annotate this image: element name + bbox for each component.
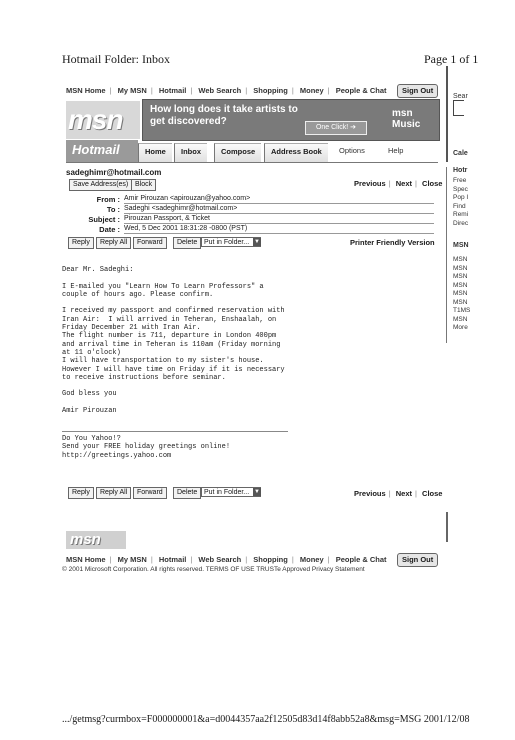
column-divider (446, 512, 448, 542)
ad-brand (392, 108, 420, 130)
msn-link[interactable]: MSN (453, 298, 468, 306)
nav-money[interactable]: Money (299, 555, 324, 564)
body-line (62, 399, 362, 407)
reply-button[interactable]: Reply (68, 237, 94, 249)
msn-link[interactable]: MSN (453, 273, 468, 280)
print-page-number: Page 1 of 1 (424, 52, 479, 66)
msn-link[interactable]: MSN (453, 256, 468, 263)
subject-value: Pirouzan Passport, & Ticket (124, 215, 210, 222)
nav-people-chat[interactable]: People & Chat (335, 86, 387, 95)
message-nav: Previous | Next | Close (354, 179, 443, 188)
hotmail-link[interactable]: Pop I (453, 194, 469, 201)
printer-friendly-link[interactable]: Printer Friendly Version (350, 238, 435, 247)
subject-label: Subject : (88, 215, 120, 224)
header-rule (124, 213, 434, 214)
search-input[interactable] (453, 100, 464, 116)
forward-button[interactable]: Forward (133, 487, 167, 499)
nav-my-msn[interactable]: My MSN (117, 555, 147, 564)
body-line: I E-mailed you "Learn How To Learn Professors" a (62, 282, 264, 291)
tab-inbox[interactable]: Inbox (174, 143, 207, 162)
body-line (62, 382, 362, 390)
print-header-title: Hotmail Folder: Inbox (62, 52, 170, 66)
body-line (62, 274, 362, 282)
ad-brand-sub: Music (392, 119, 421, 130)
close-link[interactable]: Close (422, 489, 443, 498)
terms-link[interactable]: TERMS OF USE (205, 566, 255, 573)
forward-button[interactable]: Forward (133, 237, 167, 249)
link-help[interactable]: Help (388, 146, 404, 155)
hotmail-link[interactable]: Free (453, 177, 467, 184)
nav-web-search[interactable]: Web Search (198, 555, 242, 564)
delete-button[interactable]: Delete (173, 487, 201, 499)
body-line: Amir Pirouzan (62, 407, 117, 416)
body-line: and arrival time in Teheran is 110am (Friday morning (62, 340, 281, 349)
signature-line: Send your FREE holiday greetings online! (62, 443, 231, 452)
to-label: To : (106, 205, 120, 214)
message-body (62, 266, 362, 415)
hotmail-logo[interactable]: Hotmail (66, 140, 138, 162)
nav-shopping[interactable]: Shopping (253, 555, 288, 564)
hotmail-link[interactable]: Remi (453, 211, 469, 218)
nav-hotmail[interactable]: Hotmail (158, 86, 187, 95)
msn-section-label: MSN (453, 242, 469, 249)
header-rule (124, 223, 434, 224)
ad-brand-logo: msn (392, 108, 413, 119)
nav-shopping[interactable]: Shopping (253, 86, 288, 95)
nav-msn-home[interactable]: MSN Home (66, 555, 106, 564)
body-line: Friday December 21 with Iran Air. (62, 324, 201, 333)
copyright-line (62, 566, 365, 573)
msn-link[interactable]: MSN (453, 264, 468, 272)
nav-web-search[interactable]: Web Search (198, 86, 242, 95)
header-rule (124, 203, 434, 204)
calendar-label[interactable]: Cale (453, 150, 468, 157)
from-value[interactable]: Amir Pirouzan <apirouzan@yahoo.com> (124, 195, 251, 202)
sign-out-button[interactable]: Sign Out (397, 553, 438, 567)
reply-all-button[interactable]: Reply All (96, 237, 131, 249)
hotmail-links (453, 177, 468, 228)
hotmail-section-label: Hotr (453, 167, 468, 174)
msn-logo[interactable]: msn (68, 104, 123, 135)
body-line: couple of hours ago. Please confirm. (62, 290, 214, 299)
copyright-text: © 2001 Microsoft Corporation. All rights reserved. (62, 566, 205, 573)
tab-compose[interactable]: Compose (214, 143, 261, 162)
body-line: I will have transportation to my sister's house. (62, 357, 264, 366)
reply-all-button[interactable]: Reply All (96, 487, 131, 499)
body-line: God bless you (62, 390, 117, 399)
folder-select[interactable]: Put in Folder... (201, 237, 261, 247)
nav-people-chat[interactable]: People & Chat (335, 555, 387, 564)
tab-divider (66, 162, 438, 163)
account-email: sadeghimr@hotmail.com (66, 168, 162, 177)
hotmail-link[interactable]: Find (453, 202, 466, 210)
print-url: .../getmsg?curmbox=F000000001&a=d0044357aa2f12505d83d14f8abb52a8&msg=MSG (62, 714, 422, 725)
to-value: Sadeghi <sadeghimr@hotmail.com> (124, 205, 238, 212)
link-options[interactable]: Options (339, 146, 365, 155)
body-line: However I will have time on Friday if it is necessary (62, 365, 285, 374)
block-button[interactable]: Block (131, 179, 156, 191)
body-line (62, 299, 362, 307)
signature-line: Do You Yahoo!? (62, 435, 121, 443)
column-divider (446, 167, 447, 343)
body-line: Dear Mr. Sadeghi: (62, 266, 134, 274)
nav-money[interactable]: Money (299, 86, 324, 95)
previous-link[interactable]: Previous (354, 489, 386, 498)
msn-link[interactable]: MSN (453, 315, 468, 323)
body-line: I received my passport and confirmed reservation with (62, 307, 285, 316)
signature-divider (62, 431, 288, 432)
body-line: at 11 o'clock) (62, 348, 121, 357)
from-label: From : (96, 195, 120, 204)
search-label: Sear (453, 93, 468, 100)
body-line: Iran Air: I will arrived in Teheran, Enshaalah, on (62, 315, 277, 324)
tab-address-book[interactable]: Address Book (264, 143, 328, 162)
footer-msn-logo[interactable]: msn (66, 531, 126, 549)
print-footer (62, 714, 469, 725)
msn-link[interactable]: T1MS (453, 307, 471, 314)
close-link[interactable]: Close (422, 179, 443, 188)
msn-link[interactable]: MSN (453, 281, 468, 289)
header-rule (124, 233, 434, 234)
privacy-link[interactable]: TRUSTe Approved Privacy Statement (256, 566, 365, 573)
sign-out-button[interactable]: Sign Out (397, 84, 438, 98)
msn-links (453, 256, 470, 333)
signature-line: http://greetings.yahoo.com (62, 451, 172, 460)
previous-link[interactable]: Previous (354, 179, 386, 188)
nav-msn-home[interactable]: MSN Home (66, 86, 106, 95)
save-address-button[interactable]: Save Address(es) (69, 179, 132, 191)
print-date: 2001/12/08 (423, 714, 470, 725)
hotmail-link[interactable]: Spec (453, 185, 468, 193)
delete-button[interactable]: Delete (173, 237, 201, 249)
ad-click-label: One Click! (315, 124, 349, 131)
chevron-down-icon[interactable]: ▼ (254, 489, 260, 495)
signature-text (62, 435, 362, 460)
ad-click-button[interactable]: One Click! ➔ (305, 121, 367, 135)
tab-home[interactable]: Home (138, 143, 172, 162)
msn-link[interactable]: More (453, 324, 468, 331)
nav-my-msn[interactable]: My MSN (117, 86, 147, 95)
body-line: to receive instructions before seminar. (62, 373, 226, 382)
hotmail-link[interactable]: Direc (453, 219, 469, 227)
date-value: Wed, 5 Dec 2001 18:31:28 -0800 (PST) (124, 225, 248, 232)
next-link[interactable]: Next (395, 489, 412, 498)
reply-button[interactable]: Reply (68, 487, 94, 499)
chevron-down-icon[interactable]: ▼ (254, 239, 260, 245)
next-link[interactable]: Next (395, 179, 412, 188)
nav-hotmail[interactable]: Hotmail (158, 555, 187, 564)
ad-headline: How long does it take artists to get discovered? (150, 104, 298, 127)
folder-select[interactable]: Put in Folder... (201, 487, 261, 497)
column-divider (446, 66, 448, 162)
body-line: The flight number is 711, departure in London 400pm (62, 332, 277, 341)
msn-link[interactable]: MSN (453, 290, 468, 297)
top-nav: MSN Home | My MSN | Hotmail | Web Search | Shopping | Money | People & Chat (66, 86, 387, 95)
footer-nav: MSN Home | My MSN | Hotmail | Web Search | Shopping | Money | People & Chat (66, 555, 387, 564)
message-nav: Previous | Next | Close (354, 489, 443, 498)
date-label: Date : (99, 225, 120, 234)
